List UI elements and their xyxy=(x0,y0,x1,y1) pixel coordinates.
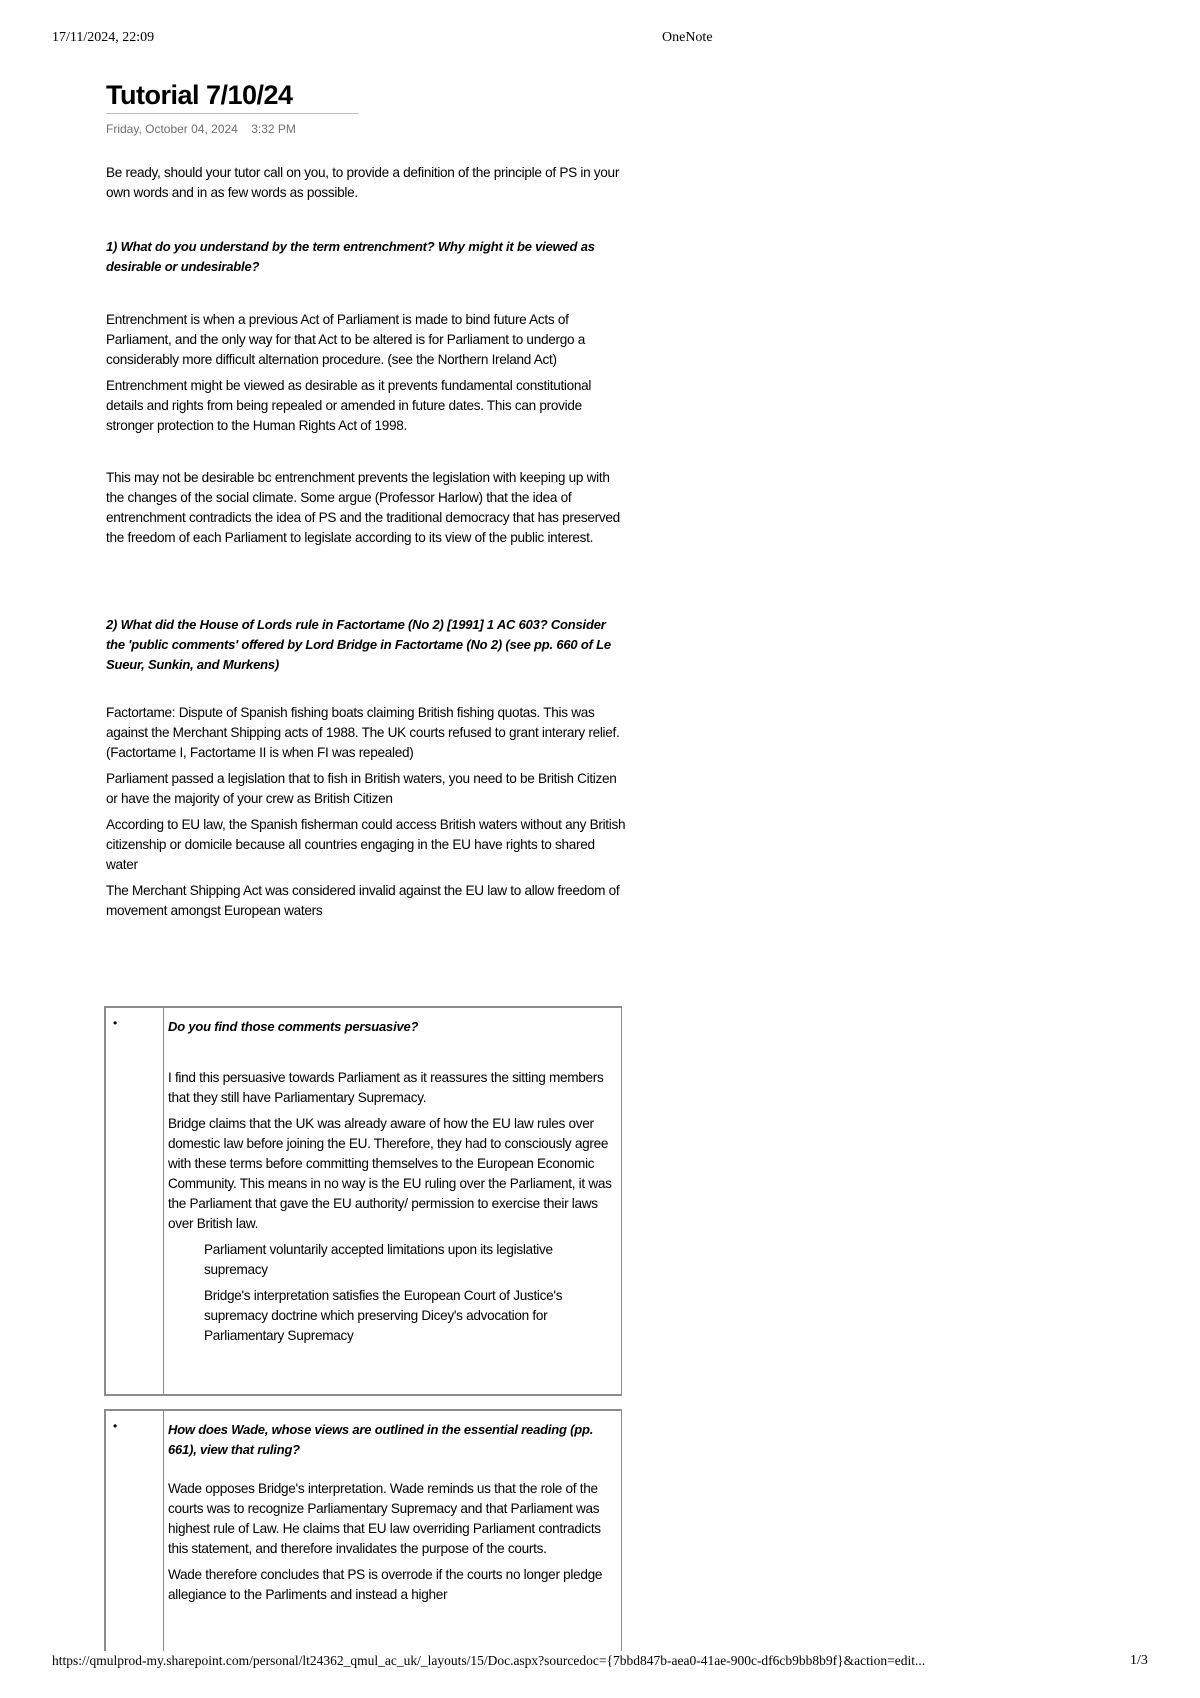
note-page xyxy=(106,80,626,921)
answer-1-paragraph[interactable]: Entrenchment is when a previous Act of Parliament is made to bind future Acts of Parliament, and the only way for that Act to be altered is for Parliament to undergo a considerably more difficult alternation procedure. (see the Northern Ireland Act) xyxy=(106,312,585,367)
created-time: 3:32 PM xyxy=(251,122,296,136)
box-paragraph[interactable]: Bridge claims that the UK was already aware of how the EU law rules over domestic law before joining the EU. Therefore, they had to consciously agree with these terms before committing themselves to the European Economic Community. This means in no way is the EU ruling over the Parliament, it was the Parliament that gave the EU authority/ permission to exercise their laws over British law. xyxy=(168,1116,612,1231)
box-question[interactable]: Do you find those comments persuasive? xyxy=(168,1019,419,1034)
answer-2-paragraph[interactable]: The Merchant Shipping Act was considered invalid against the EU law to allow freedom of movement amongst European waters xyxy=(106,883,620,918)
table-column-divider xyxy=(163,1008,164,1394)
box-indented-paragraph[interactable]: Parliament voluntarily accepted limitations upon its legislative supremacy xyxy=(204,1242,553,1277)
print-header-app-name: OneNote xyxy=(662,30,713,45)
table-wade-view[interactable] xyxy=(104,1409,622,1651)
intro-paragraph[interactable]: Be ready, should your tutor call on you, to provide a definition of the principle of PS in your own words and in as few words as possible. xyxy=(106,165,620,200)
table-comments-persuasive[interactable] xyxy=(104,1006,622,1396)
bullet-marker: • xyxy=(113,1419,118,1433)
table-cell-content[interactable] xyxy=(168,1017,613,1346)
created-date: Friday, October 04, 2024 xyxy=(106,122,238,136)
table-column-divider xyxy=(163,1411,164,1651)
question-2[interactable]: 2) What did the House of Lords rule in Factortame (No 2) [1991] 1 AC 603? Consider the 'public comments' offered by Lord Bridge in Factortame (No 2) (see pp. 660 of Le Sueur, Sunkin, and Murkens) xyxy=(106,617,611,672)
print-footer-url: https://qmulprod-my.sharepoint.com/personal/lt24362_qmul_ac_uk/_layouts/15/Doc.aspx?sourcedoc={7bbd847b-aea0-41ae-900c-df6cb9bb8b9f}&action=edit... xyxy=(52,1653,926,1668)
answer-2-paragraph[interactable]: Factortame: Dispute of Spanish fishing boats claiming British fishing quotas. This was against the Merchant Shipping acts of 1988. The UK courts refused to grant interary relief. (Factortame I, Factortame II is when FI was repealed) xyxy=(106,705,620,760)
answer-1-paragraph[interactable]: Entrenchment might be viewed as desirable as it prevents fundamental constitutional details and rights from being repealed or amended in future dates. This can provide stronger protection to the Human Rights Act of 1998. xyxy=(106,378,592,433)
answer-1-paragraph[interactable]: This may not be desirable bc entrenchment prevents the legislation with keeping up with the changes of the social climate. Some argue (Professor Harlow) that the idea of entrenchment contradicts the idea of PS and the traditional democracy that has preserved the freedom of each Parliament to legislate according to its view of the public interest. xyxy=(106,470,620,545)
box-paragraph[interactable]: Wade opposes Bridge's interpretation. Wade reminds us that the role of the courts was to recognize Parliamentary Supremacy and that Parliament was highest rule of Law. He claims that EU law overriding Parliament contradicts this statement, and therefore invalidates the purpose of the courts. xyxy=(168,1481,601,1556)
table-cell-content[interactable] xyxy=(168,1420,613,1605)
box-question[interactable]: How does Wade, whose views are outlined in the essential reading (pp. 661), view that ruling? xyxy=(168,1422,594,1457)
answer-2-paragraph[interactable]: According to EU law, the Spanish fisherman could access British waters without any British citizenship or domicile because all countries engaging in the EU have rights to shared water xyxy=(106,817,626,872)
box-paragraph[interactable]: Wade therefore concludes that PS is overrode if the courts no longer pledge allegiance to the Parliments and instead a higher xyxy=(168,1567,603,1602)
print-footer-page-number: 1/3 xyxy=(1130,1653,1148,1668)
box-paragraph[interactable]: I find this persuasive towards Parliament as it reassures the sitting members that they still have Parliamentary Supremacy. xyxy=(168,1070,604,1105)
page-created-timestamp xyxy=(106,122,626,136)
question-1[interactable]: 1) What do you understand by the term entrenchment? Why might it be viewed as desirable or undesirable? xyxy=(106,239,595,274)
bullet-marker: • xyxy=(113,1016,118,1030)
print-header-datetime: 17/11/2024, 22:09 xyxy=(52,30,155,45)
answer-2-paragraph[interactable]: Parliament passed a legislation that to fish in British waters, you need to be British Citizen or have the majority of your crew as British Citizen xyxy=(106,771,617,806)
page-title[interactable]: Tutorial 7/10/24 xyxy=(106,80,359,114)
box-indented-paragraph[interactable]: Bridge's interpretation satisfies the European Court of Justice's supremacy doctrine which preserving Dicey's advocation for Parliamentary Supremacy xyxy=(204,1288,563,1343)
